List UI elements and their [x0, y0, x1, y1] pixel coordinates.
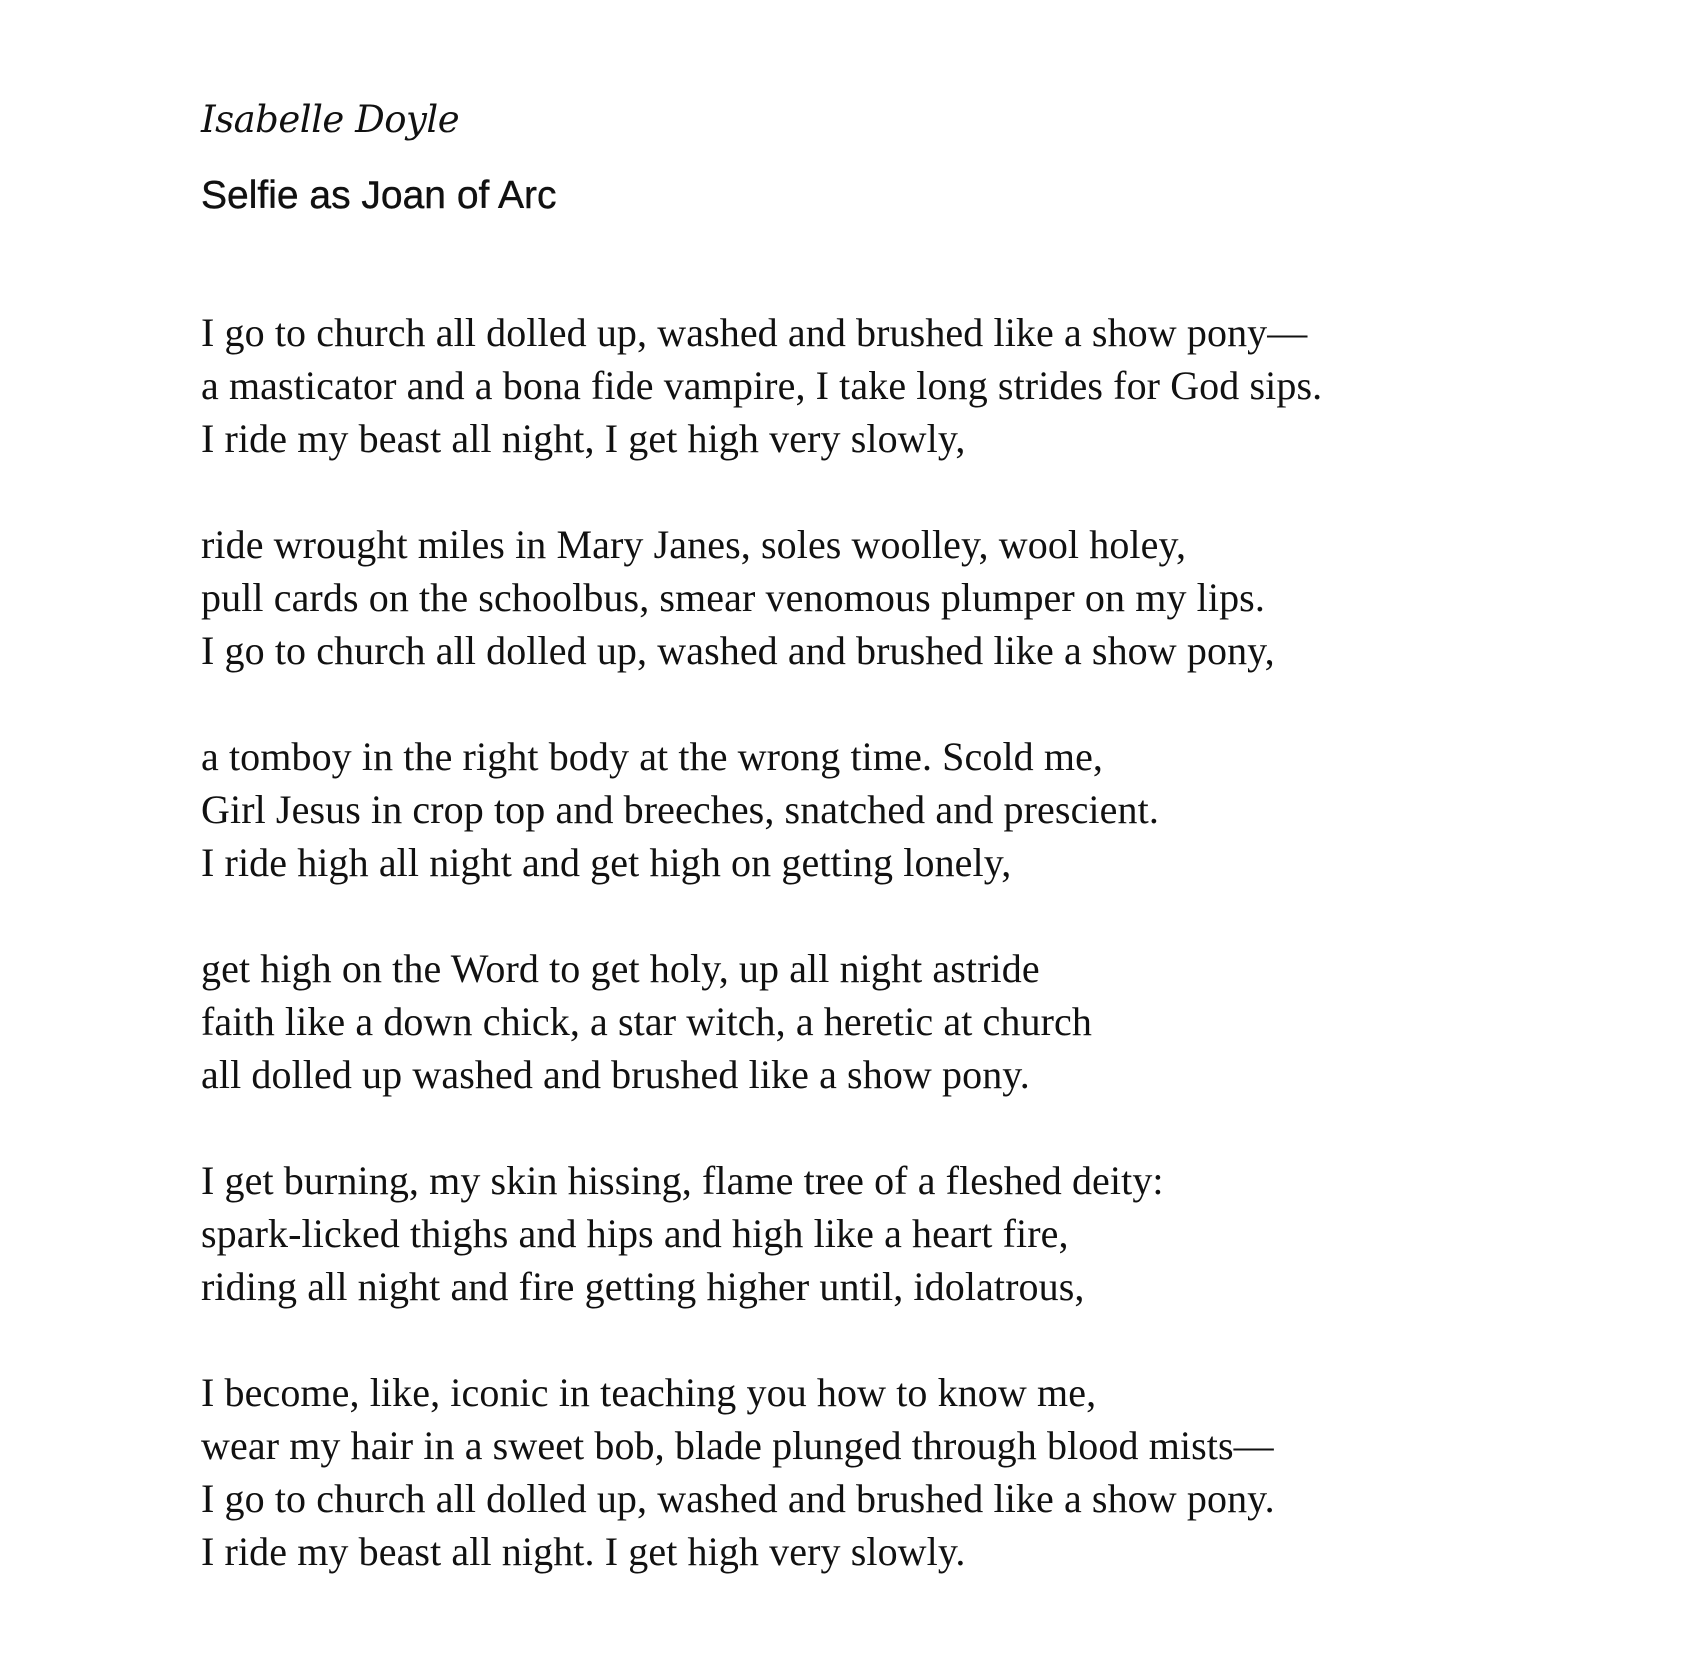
poem-line: get high on the Word to get holy, up all night astride [201, 946, 1040, 991]
stanza-2 [201, 518, 1581, 677]
poem-line: I go to church all dolled up, washed and brushed like a show pony— [201, 310, 1308, 355]
poem-line: I go to church all dolled up, washed and brushed like a show pony, [201, 628, 1275, 673]
poem-line: a tomboy in the right body at the wrong time. Scold me, [201, 734, 1104, 779]
stanza-4 [201, 942, 1581, 1101]
poem-line: I go to church all dolled up, washed and brushed like a show pony. [201, 1476, 1275, 1521]
poem-line: a masticator and a bona fide vampire, I take long strides for God sips. [201, 363, 1323, 408]
poem-line: pull cards on the schoolbus, smear venomous plumper on my lips. [201, 575, 1265, 620]
document-page [201, 96, 1581, 1631]
stanza-6 [201, 1366, 1581, 1578]
poem-line: wear my hair in a sweet bob, blade plunged through blood mists— [201, 1423, 1274, 1468]
poem-line: faith like a down chick, a star witch, a heretic at church [201, 999, 1092, 1044]
poem-line: ride wrought miles in Mary Janes, soles woolley, wool holey, [201, 522, 1187, 567]
poem-body [201, 306, 1581, 1578]
stanza-1 [201, 306, 1581, 465]
stanza-5 [201, 1154, 1581, 1313]
poem-title: Selfie as Joan of Arc [201, 174, 557, 217]
poem-line: all dolled up washed and brushed like a show pony. [201, 1052, 1030, 1097]
author-name: Isabelle Doyle [201, 98, 460, 141]
poem-line: I get burning, my skin hissing, flame tree of a fleshed deity: [201, 1158, 1164, 1203]
poem-line: I become, like, iconic in teaching you how to know me, [201, 1370, 1097, 1415]
poem-line: I ride my beast all night, I get high very slowly, [201, 416, 966, 461]
poem-line: I ride high all night and get high on getting lonely, [201, 840, 1012, 885]
poem-line: riding all night and fire getting higher until, idolatrous, [201, 1264, 1085, 1309]
poem-line: spark-licked thighs and hips and high like a heart fire, [201, 1211, 1069, 1256]
poem-line: I ride my beast all night. I get high very slowly. [201, 1529, 966, 1574]
poem-line: Girl Jesus in crop top and breeches, snatched and prescient. [201, 787, 1159, 832]
stanza-3 [201, 730, 1581, 889]
